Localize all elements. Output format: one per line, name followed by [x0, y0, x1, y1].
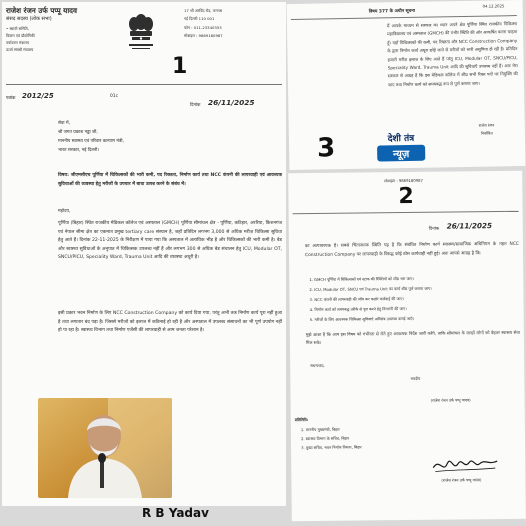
committee-line-2: विज्ञान एवं प्रौद्योगिकी	[6, 33, 35, 38]
to-line-2: श्री जगत प्रकाश नड्डा जी,	[58, 130, 98, 135]
doc3-copy-1: 1. माननीय मुख्यमंत्री, बिहार	[300, 426, 340, 433]
ref-suffix: 01c	[110, 94, 119, 99]
doc3-thanks: सधन्यवाद,	[310, 362, 325, 369]
date-label: दिनांक	[190, 103, 201, 108]
committee-line-4: ऊर्जा संबंधी मंत्रालय	[6, 47, 34, 52]
header-divider	[6, 84, 282, 85]
sender-title: संसद सदस्य (लोक सभा)	[6, 16, 52, 22]
doc3-divider	[293, 211, 519, 214]
doc3-point-1: 1. GMCH पूर्णिया में चिकित्सकों एवं स्टाफ की रिक्तियों को शीघ्र भरा जाए।	[309, 275, 414, 283]
doc2-sign-sub: निर्वाचित	[480, 130, 493, 136]
sender-name: राजेश रंजन उर्फ पप्पू यादव	[6, 6, 77, 15]
ref-number: 2012/25	[22, 92, 54, 100]
letter-page-2	[288, 171, 526, 521]
ref-label: पत्रांक	[6, 96, 16, 101]
national-emblem-icon	[126, 10, 156, 54]
doc3-copy-3: 3. मुख्य सचिव, भवन निर्माण विभाग, बिहार	[301, 444, 362, 451]
doc3-address: मोबाइल : 9869180987	[384, 177, 423, 184]
doc2-sign-name: राजेश रंजन	[478, 122, 495, 128]
letter-page-1	[2, 2, 286, 506]
doc3-copy-2: 2. स्वास्थ्य विभाग के सचिव, बिहार	[300, 435, 350, 442]
body-paragraph-1: पूर्णिया (बिहार) स्थित राजकीय मेडिकल कॉलेज एवं अस्पताल (GMCH) पूर्णिया सीमांचल क्षेत्र - पूर्णिया, कटिहार, अररिया, किशनगंज एवं नेपाल सीमा क्षेत्र का एकमात्र प्रमुख tertiary care संस्थान है, जहाँ प्रतिदिन लगभग 3,000 से अधिक मरीज़ चिकित्सा सुविधा हेतु आते हैं। दिनांक 22-11-2025 के निरीक्षण में पाया गया कि अस्पताल में अत्यधिक भीड़ है और चिकित्सकों की भारी कमी है। बेड और स्वास्थ्य सुविधाओं के अनुपात में चिकित्सक उपलब्ध नहीं हैं और लगभग 300 से अधिक बेड संचालन हेतु ICU, Modular OT, SNCU/PICU, Speciality Ward, Trauma Unit आदि की व्यवस्था अधूरी है।	[58, 221, 282, 261]
doc3-intro: का अत्यावश्यक है। सबसे चिंताजनक स्थिति यह है कि संबंधित निर्माण कार्य स्वास्थ्य/सामाजिक अधिनियम के तहत NCC Construction Company पर लापरवाही के विरुद्ध कोई ठोस कार्यवाही नहीं हुई। अतः आपसे आग्रह है कि:	[304, 241, 519, 258]
credit-name: R B Yadav	[142, 506, 209, 520]
to-line-4: भारत सरकार, नई दिल्ली।	[58, 148, 99, 153]
doc2-page-marker: 3	[316, 133, 336, 164]
body-paragraph-2: इसी प्रकार भवन निर्माण के लिए NCC Construction Company को कार्य दिया गया, परंतु अभी तक निर्माण कार्य पूरा नहीं हुआ है तथा लगातार बंद पड़ा है। जिससे मरीजों को इलाज में कठिनाई हो रही है और अस्पताल में उपलब्ध संसाधनों का भी पूर्ण उपयोग नहीं हो पा रहा है। स्वास्थ्य विभाग तथा निर्माण एजेंसी की लापरवाही से आम जनता परेशान है।	[58, 311, 282, 334]
desi-tantra-news-logo	[371, 130, 432, 162]
letter-page-3	[287, 0, 526, 170]
logo-top-text: देशी तंत्र	[387, 133, 415, 145]
doc3-page-marker: 2	[398, 183, 414, 210]
doc3-date: 26/11/2025	[446, 221, 493, 231]
doc2-header: विषय 377 के अधीन सूचना	[368, 8, 416, 15]
signature-icon	[431, 453, 501, 476]
doc3-bhavdiya: भवदीय	[410, 375, 421, 381]
committee-line-1: • स्थायी समिति-	[6, 26, 29, 31]
doc2-body: मैं आपके माध्यम से सरकार का ध्यान अपने क्षेत्र पूर्णिया स्थित राजकीय चिकित्सा महाविद्यालय एवं अस्पताल (GMCH) की गंभीर स्थिति की ओर आकर्षित करना चाहता हूँ। यहाँ चिकित्सकों की कमी, पद रिक्तता और NCC Construction Company के द्वारा निर्माण कार्य अधूरा छोड़े जाने से मरीजों को भारी असुविधा हो रही है। प्रतिदिन हजारों मरीज़ इलाज के लिए आते हैं परंतु ICU, Modular OT, SNCU/PICU, Speciality Ward, Trauma Unit आदि की सुविधाएँ उपलब्ध नहीं हैं। अतः मेरा सरकार से आग्रह है कि इस मेडिकल कॉलेज में शीघ्र सभी रिक्त पदों पर नियुक्ति की जाए तथा निर्माण कार्य को समयबद्ध रूप से पूर्ण कराया जाए।	[386, 21, 518, 88]
portrait-photo	[38, 398, 172, 498]
doc3-point-5: 5. मरीजों के लिए आवश्यक चिकित्सा सुविधाएँ अविलंब उपलब्ध कराई जाएँ।	[309, 315, 415, 323]
letter-subject: विषय: जीएमसीएच पूर्णिया में चिकित्सकों की भारी कमी, पद रिक्तता, निर्माण कार्य तथा NCC कंपनी की लापरवाही एवं आवश्यक सुविधाओं की व्यवस्था हेतु मरीजों के उपचार में बाधा उत्पन्न करने के संबंध में।	[58, 173, 282, 187]
doc3-point-3: 3. NCC कंपनी की लापरवाही की जाँच कर कठोर कार्रवाई की जाए।	[309, 296, 404, 303]
to-line-3: माननीय स्वास्थ्य एवं परिवार कल्याण मंत्री,	[58, 139, 124, 144]
address-line-1: 17 श्री अरविंद रोड, जनपथ	[184, 8, 223, 13]
doc2-date: 04.12.2025	[482, 3, 505, 9]
committee-line-3: पर्यावरण मंत्रालय	[6, 40, 30, 45]
phone-line: फोन : 011-23340353	[184, 25, 222, 30]
address-line-2: नई दिल्ली 110 001	[184, 16, 215, 21]
salutation: महोदय,	[58, 209, 71, 214]
page-number-marker: 1	[172, 54, 188, 79]
doc3-point-2: 2. ICU, Modular OT, SNCU एवं Trauma Unit का कार्य शीघ्र पूर्ण कराया जाए।	[309, 285, 432, 293]
doc2-divider	[291, 15, 517, 20]
doc3-sign-name-2: (राजेश रंजन उर्फ पप्पू यादव)	[441, 477, 482, 483]
letter-date: 26/11/2025	[208, 98, 255, 107]
mobile-line: मोबाइल : 9869180987	[184, 33, 223, 38]
logo-bottom-text: न्यूज़	[377, 145, 425, 162]
doc3-sign-name: (राजेश रंजन उर्फ पप्पू यादव)	[430, 397, 471, 403]
doc3-closing: मुझे आशा है कि आप इस विषय को गंभीरता से लेते हुए आवश्यक निर्देश जारी करेंगे, ताकि सीमांचल के लाखों लोगों को बेहतर स्वास्थ्य सेवा मिल सके।	[305, 329, 520, 346]
doc3-date-label: दिनांक	[428, 226, 440, 232]
to-line-1: सेवा में,	[58, 121, 70, 126]
doc3-point-4: 4. निर्माण कार्य को समयबद्ध तरीके से पूरा करने हेतु निगरानी की जाए।	[309, 306, 407, 313]
doc3-copy-label: प्रतिलिपि:	[294, 417, 309, 423]
